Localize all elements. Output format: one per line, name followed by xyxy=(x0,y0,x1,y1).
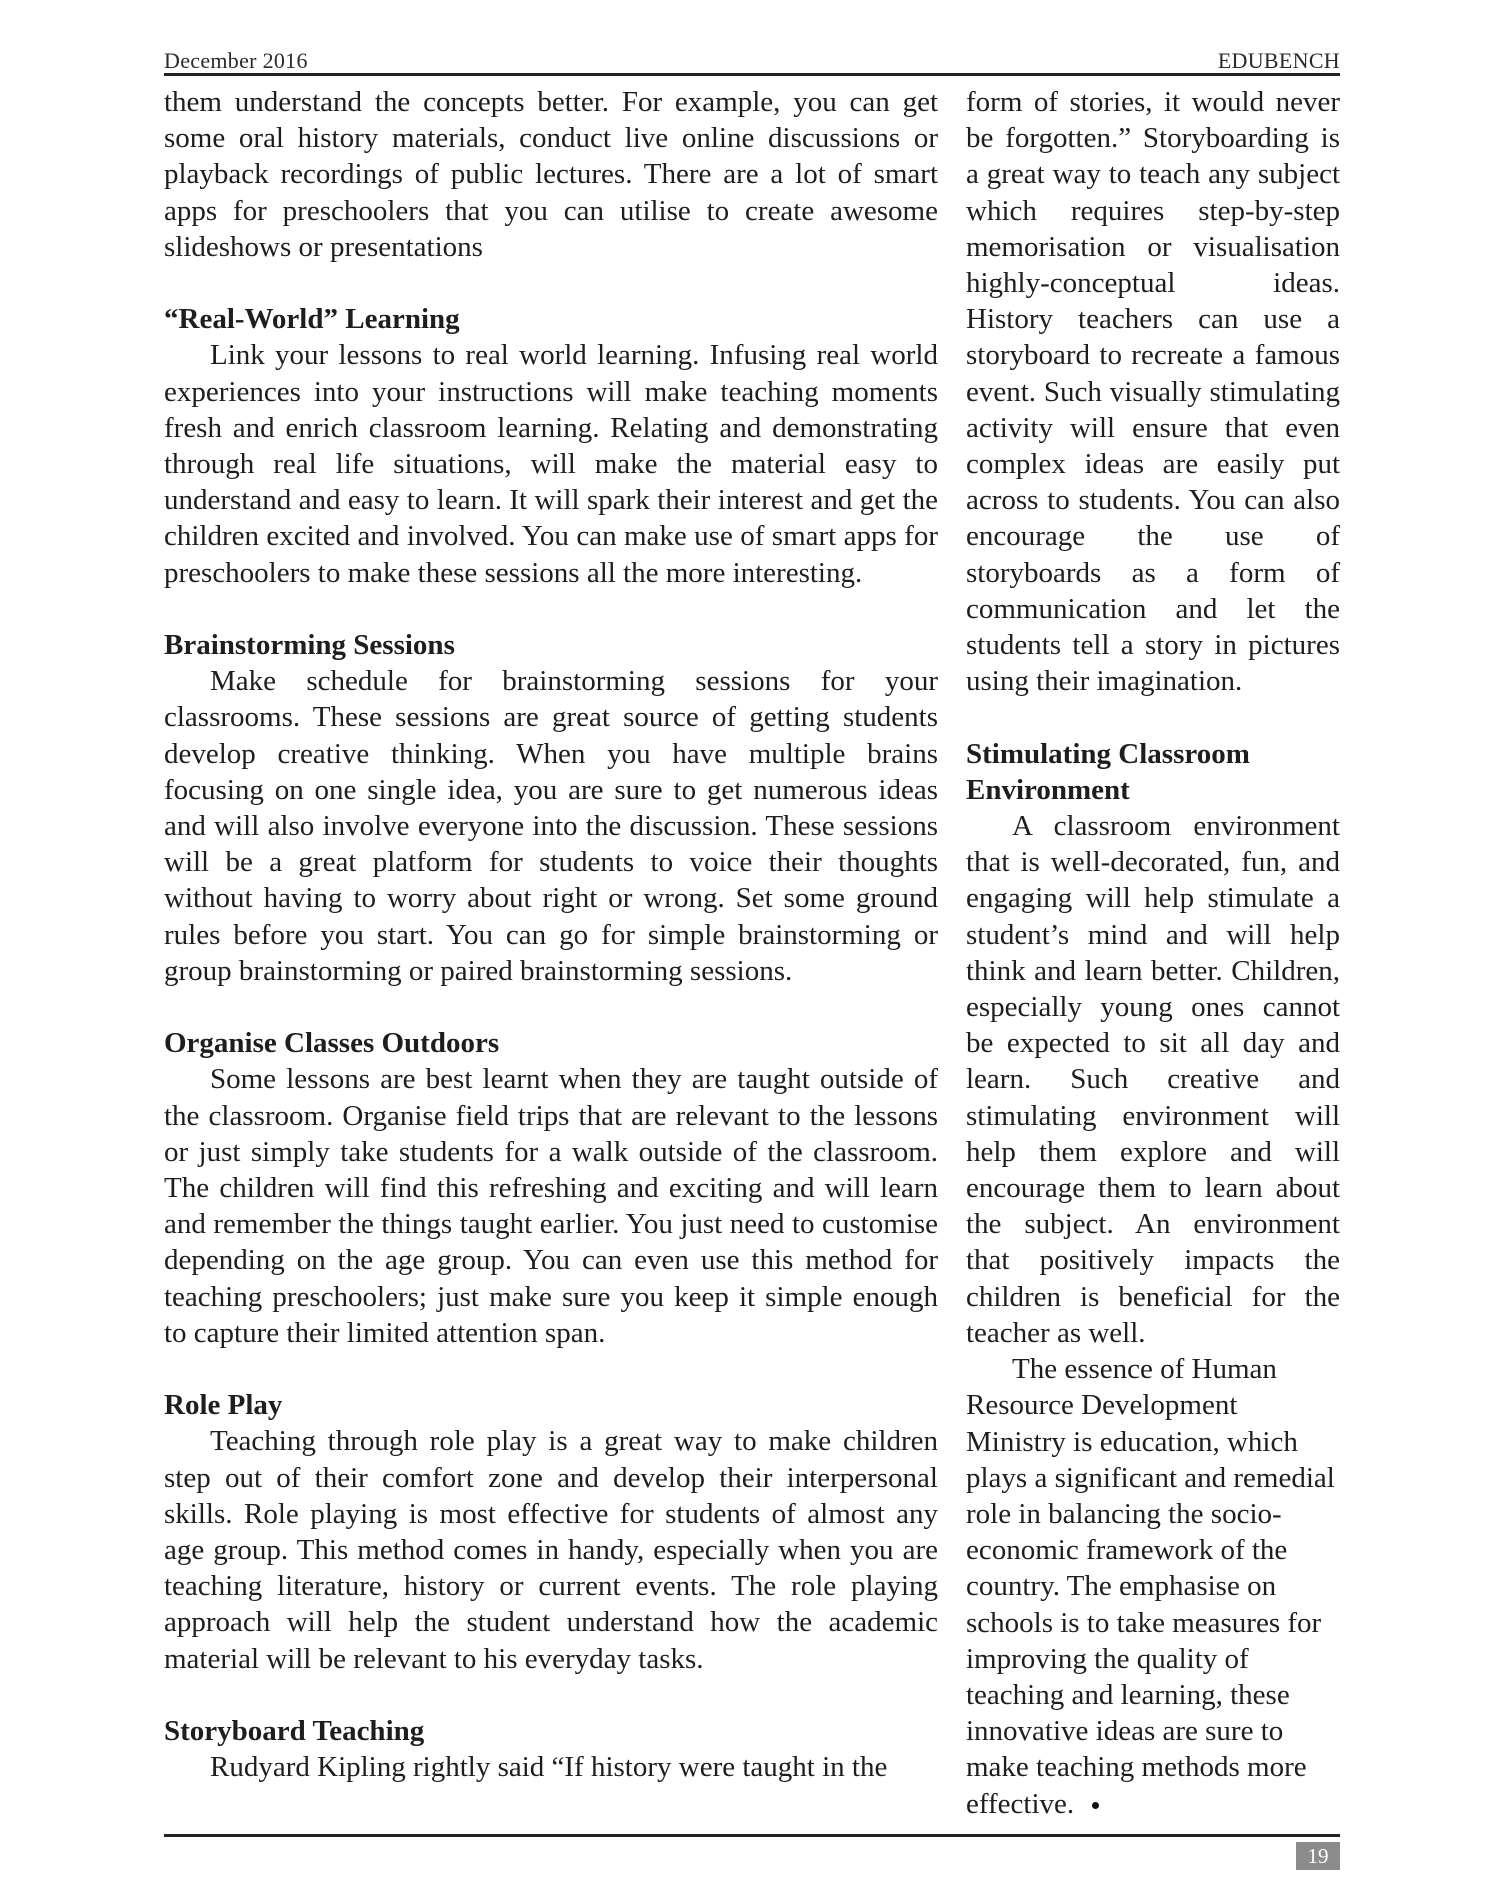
section-heading-stimulating-environment: Stimulating Classroom Environment xyxy=(966,737,1250,806)
intro-paragraph: them understand the concepts better. For example, you can get some oral history materials, conduct live online discussions or playback recordings of public lectures. There are a lot of smart apps for preschoolers that you can utilise to create awesome slideshows or presentations xyxy=(164,86,938,263)
footer-rule xyxy=(164,1834,1340,1837)
section-heading-real-world-learning: “Real-World” Learning xyxy=(164,303,460,336)
page-number: 19 xyxy=(1296,1842,1340,1870)
section-spacer xyxy=(164,989,938,1025)
section-body-storyboard-teaching: Rudyard Kipling rightly said “If history were taught in the xyxy=(210,1751,888,1784)
section-spacer xyxy=(164,1677,938,1713)
section-spacer xyxy=(966,699,1340,735)
section-body-stimulating-environment: A classroom environment that is well-decorated, fun, and engaging will help stimulate a student’s mind and will help think and learn better. Children, especially young ones cannot be expected to sit all day and learn. Such creative and stimulating environment will help them explore and will encourage them to learn about the subject. An environment that positively impacts the children is beneficial for the teacher as well. xyxy=(966,810,1340,1349)
section-body-role-play: Teaching through role play is a great way to make children step out of their comfort zone and develop their interpersonal skills. Role playing is most effective for students of almost any age group. This method comes in handy, especially when you are teaching literature, history or current events. The role playing approach will help the student understand how the academic material will be relevant to his everyday tasks. xyxy=(164,1425,938,1675)
left-column xyxy=(164,84,938,1785)
end-of-article-bullet-icon xyxy=(1092,1802,1099,1809)
issue-date: December 2016 xyxy=(164,48,308,73)
section-spacer xyxy=(164,1351,938,1387)
section-spacer xyxy=(164,591,938,627)
section-body-organise-classes-outdoors: Some lessons are best learnt when they are taught outside of the classroom. Organise field trips that are relevant to the lessons or just simply take students for a walk outside of the classroom. The children will find this refreshing and exciting and will learn and remember the things taught earlier. You just need to customise depending on the age group. You can even use this method for teaching preschoolers; just make sure you keep it simple enough to capture their limited attention span. xyxy=(164,1063,938,1349)
right-column xyxy=(966,84,1340,1822)
section-spacer xyxy=(164,265,938,301)
header-rule xyxy=(164,73,1340,76)
closing-paragraph xyxy=(966,1351,1340,1822)
section-heading-brainstorming-sessions: Brainstorming Sessions xyxy=(164,629,455,662)
running-header xyxy=(164,42,1340,74)
section-heading-storyboard-teaching: Storyboard Teaching xyxy=(164,1715,425,1748)
publication-name: EDUBENCH xyxy=(1217,48,1340,73)
section-body-real-world-learning: Link your lessons to real world learning. Infusing real world experiences into your instructions will make teaching moments fresh and enrich classroom learning. Relating and demonstrating through real life situations, will make the material easy to understand and easy to learn. It will spark their interest and get the children excited and involved. You can make use of smart apps for preschoolers to make these sessions all the more interesting. xyxy=(164,339,938,589)
closing-text: The essence of Human Resource Development Ministry is education, which plays a significant and remedial role in balancing the socio-economic framework of the country. The emphasise on schools is to take measures for improving the quality of teaching and learning, these innovative ideas are sure to make teaching methods more effective. xyxy=(966,1353,1335,1820)
section-heading-role-play: Role Play xyxy=(164,1389,283,1422)
section-heading-organise-classes-outdoors: Organise Classes Outdoors xyxy=(164,1027,500,1060)
section-body-brainstorming-sessions: Make schedule for brainstorming sessions for your classrooms. These sessions are great source of getting students develop creative thinking. When you have multiple brains focusing on one single idea, you are sure to get numerous ideas and will also involve everyone into the discussion. These sessions will be a great platform for students to voice their thoughts without having to worry about right or wrong. Set some ground rules before you start. You can go for simple brainstorming or group brainstorming or paired brainstorming sessions. xyxy=(164,665,938,987)
storyboard-continuation: form of stories, it would never be forgotten.” Storyboarding is a great way to teach any subject which requires step-by-step memorisation or visualisation highly-conceptual ideas. History teachers can use a storyboard to recreate a famous event. Such visually stimulating activity will ensure that even complex ideas are easily put across to students. You can also encourage the use of storyboards as a form of communication and let the students tell a story in pictures using their imagination. xyxy=(966,86,1340,698)
